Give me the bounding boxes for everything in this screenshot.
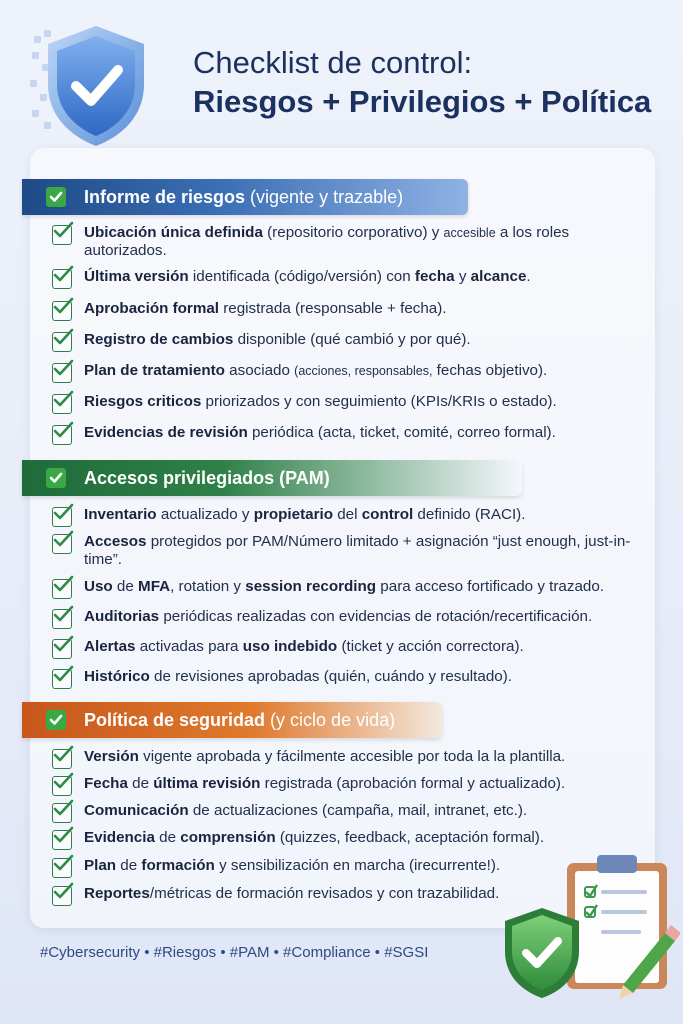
item-text: Uso de MFA, rotation y session recording para acceso fortificado y trazado. <box>84 578 605 595</box>
item-text: Versión vigente aprobada y fácilmente accesible por toda la la plantilla. <box>84 748 566 765</box>
checkbox-icon <box>52 749 72 769</box>
page-title <box>193 44 663 122</box>
item-text: Plan de tratamiento asociado (acciones, responsables, fechas objetivo). <box>84 362 548 379</box>
list-item <box>52 533 652 578</box>
checkbox-checked-icon <box>46 468 66 488</box>
checkbox-icon <box>52 363 72 383</box>
checkbox-icon <box>52 830 72 850</box>
section-banner <box>22 460 522 496</box>
item-text: Ubicación única definida (repositorio corporativo) y accesible a los roles autorizados. <box>84 224 570 259</box>
item-text: Alertas activadas para uso indebido (ticket y acción correctora). <box>84 638 524 655</box>
title-line-1: Checklist de control: <box>193 45 473 80</box>
list-item <box>52 608 652 638</box>
section-title: Informe de riesgos <box>84 186 246 207</box>
checkbox-icon <box>52 886 72 906</box>
checklist <box>52 506 652 698</box>
checkbox-icon <box>52 225 72 245</box>
hashtags: #Cybersecurity • #Riesgos • #PAM • #Compliance • #SGSI <box>40 944 429 961</box>
checkbox-checked-icon <box>46 187 66 207</box>
section-banner <box>22 179 468 215</box>
list-item <box>52 393 652 424</box>
list-item <box>52 802 652 829</box>
item-text: Aprobación formal registrada (responsable + fecha). <box>84 300 447 317</box>
list-item <box>52 300 652 331</box>
list-item <box>52 268 652 300</box>
item-text: Plan de formación y sensibilización en marcha (irecurrente!). <box>84 857 501 874</box>
list-item <box>52 224 652 268</box>
item-text: Accesos protegidos por PAM/Número limitado + asignación “just enough, just-in-time”. <box>84 533 631 568</box>
list-item <box>52 748 652 775</box>
item-text: Evidencias de revisión periódica (acta, ticket, comité, correo formal). <box>84 424 556 441</box>
checkbox-icon <box>52 507 72 527</box>
checkbox-icon <box>52 394 72 414</box>
list-item <box>52 331 652 362</box>
shield-check-icon <box>40 22 152 150</box>
checkbox-icon <box>52 579 72 599</box>
list-item <box>52 668 652 698</box>
checkbox-icon <box>52 669 72 689</box>
checkbox-icon <box>52 301 72 321</box>
title-line-2: Riesgos + Privilegios + Política <box>193 84 652 119</box>
item-text: Inventario actualizado y propietario del control definido (RACI). <box>84 506 526 523</box>
checkbox-checked-icon <box>46 710 66 730</box>
item-text: Histórico de revisiones aprobadas (quién, cuándo y resultado). <box>84 668 513 685</box>
list-item <box>52 775 652 802</box>
checkbox-icon <box>52 269 72 289</box>
list-item <box>52 506 652 533</box>
section-title: Accesos privilegiados (PAM) <box>84 467 330 488</box>
green-shield-check-icon <box>500 905 584 1001</box>
item-text: Evidencia de comprensión (quizzes, feedback, aceptación formal). <box>84 829 545 846</box>
section-subtitle: (vigente y trazable) <box>250 186 404 207</box>
list-item <box>52 424 652 455</box>
item-text: Reportes/métricas de formación revisados y con trazabilidad. <box>84 885 500 902</box>
item-text: Fecha de última revisión registrada (aprobación formal y actualizado). <box>84 775 566 792</box>
item-text: Riesgos criticos priorizados y con seguimiento (KPIs/KRIs o estado). <box>84 393 557 410</box>
list-item <box>52 829 652 857</box>
item-text: Comunicación de actualizaciones (campaña, mail, intranet, etc.). <box>84 802 528 819</box>
item-text: Última versión identificada (código/versión) con fecha y alcance. <box>84 268 531 285</box>
checklist <box>52 224 652 455</box>
checkbox-icon <box>52 332 72 352</box>
checkbox-icon <box>52 639 72 659</box>
item-text: Auditorias periódicas realizadas con evidencias de rotación/recertificación. <box>84 608 593 625</box>
list-item <box>52 362 652 393</box>
section-subtitle: (y ciclo de vida) <box>270 709 396 730</box>
checkbox-icon <box>52 803 72 823</box>
section-title: Política de seguridad <box>84 709 266 730</box>
checkbox-icon <box>52 425 72 445</box>
list-item <box>52 578 652 608</box>
checkbox-icon <box>52 776 72 796</box>
checkbox-icon <box>52 858 72 878</box>
checkbox-icon <box>52 534 72 554</box>
checkbox-icon <box>52 609 72 629</box>
section-banner <box>22 702 442 738</box>
item-text: Registro de cambios disponible (qué cambió y por qué). <box>84 331 471 348</box>
list-item <box>52 638 652 668</box>
